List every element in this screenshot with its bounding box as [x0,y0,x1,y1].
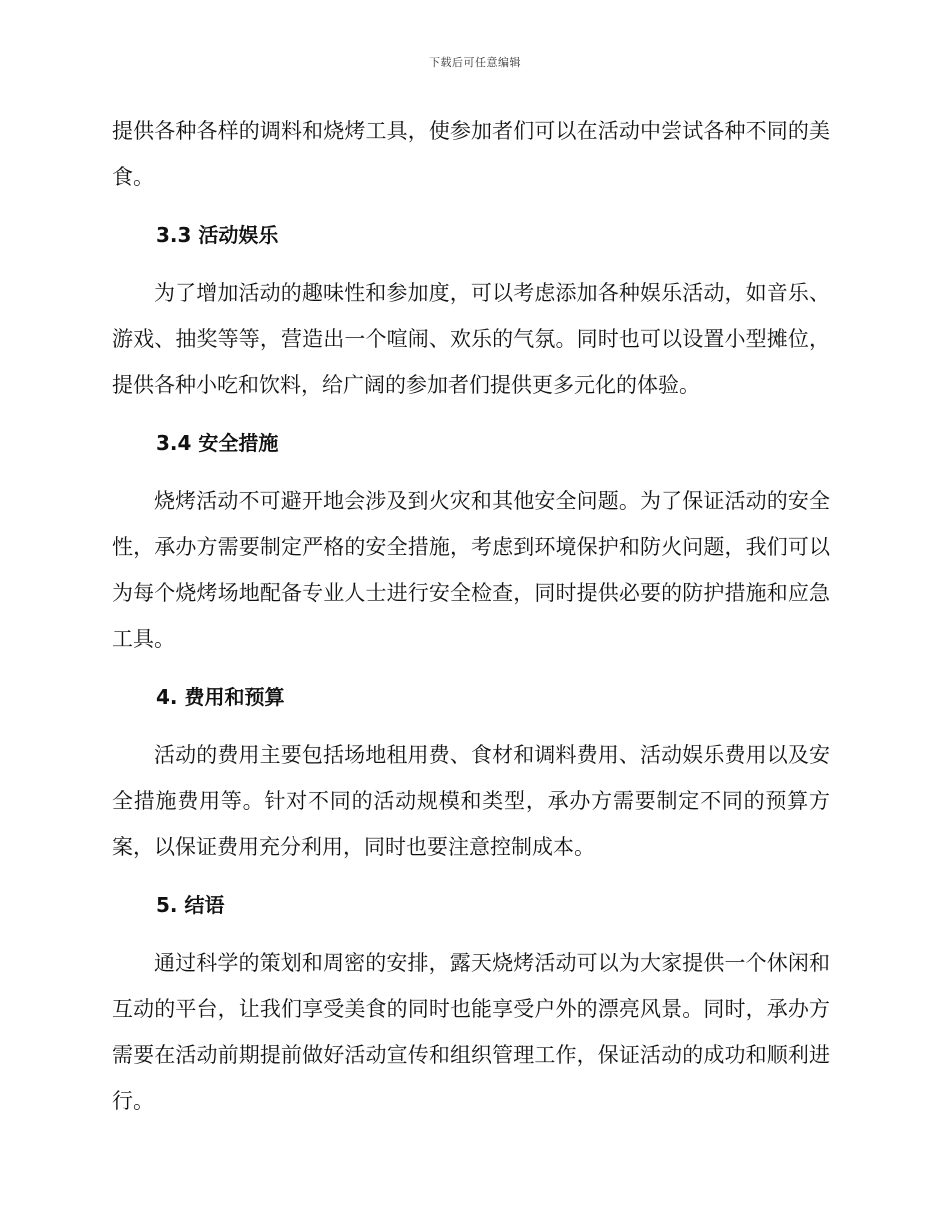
section-heading-5: 5. 结语 [156,893,225,917]
spacer [112,870,830,882]
spacer [112,408,830,420]
spacer [112,200,830,212]
document-body [112,108,830,1124]
spacer [112,662,830,674]
section-heading-3-4: 3.4 安全措施 [156,431,279,455]
spacer [112,466,830,478]
section-body-3-4: 烧烤活动不可避开地会涉及到火灾和其他安全问题。为了保证活动的安全性，承办方需要制定严格的安全措施，考虑到环境保护和防火问题，我们可以为每个烧烤场地配备专业人士进行安全检查，同时提供必要的防护措施和应急工具。 [112,489,830,651]
spacer [112,720,830,732]
page-header-note: 下载后可任意编辑 [429,56,521,69]
section-body-5: 通过科学的策划和周密的安排，露天烧烤活动可以为大家提供一个休闲和互动的平台，让我们享受美食的同时也能享受户外的漂亮风景。同时，承办方需要在活动前期提前做好活动宣传和组织管理工作，保证活动的成功和顺利进行。 [112,951,830,1113]
section-heading-4: 4. 费用和预算 [156,685,285,709]
spacer [112,928,830,940]
section-heading-3-3: 3.3 活动娱乐 [156,223,279,247]
intro-paragraph: 提供各种各样的调料和烧烤工具，使参加者们可以在活动中尝试各种不同的美食。 [112,119,830,189]
section-body-4: 活动的费用主要包括场地租用费、食材和调料费用、活动娱乐费用以及安全措施费用等。针对不同的活动规模和类型，承办方需要制定不同的预算方案，以保证费用充分利用，同时也要注意控制成本。 [112,743,830,859]
section-body-3-3: 为了增加活动的趣味性和参加度，可以考虑添加各种娱乐活动，如音乐、游戏、抽奖等等，营造出一个喧闹、欢乐的气氛。同时也可以设置小型摊位，提供各种小吃和饮料，给广阔的参加者们提供更多元化的体验。 [112,281,830,397]
spacer [112,258,830,270]
